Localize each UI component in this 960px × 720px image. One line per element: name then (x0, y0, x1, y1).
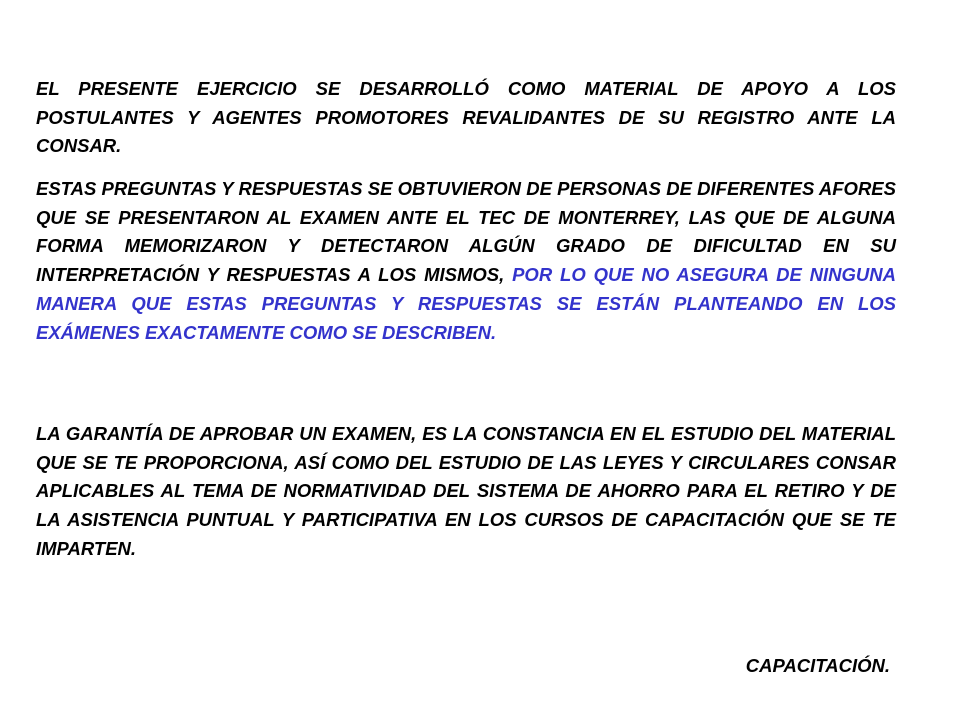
guarantee-paragraph: LA GARANTÍA DE APROBAR UN EXAMEN, ES LA CONSTANCIA EN EL ESTUDIO DEL MATERIAL QUE SE TE PROPORCIONA, ASÍ COMO DEL ESTUDIO DE LAS LEYES Y CIRCULARES CONSAR APLICABLES AL TEMA DE NORMATIVIDAD DEL SISTEMA DE AHORRO PARA EL RETIRO Y DE LA ASISTENCIA PUNTUAL Y PARTICIPATIVA EN LOS CURSOS DE CAPACITACIÓN QUE SE TE IMPARTEN. (36, 423, 896, 559)
disclaimer-paragraph (36, 175, 896, 347)
intro-paragraph: EL PRESENTE EJERCICIO SE DESARROLLÓ COMO MATERIAL DE APOYO A LOS POSTULANTES Y AGENTES PROMOTORES REVALIDANTES DE SU REGISTRO ANTE LA CONSAR. (36, 78, 896, 157)
disclaimer-highlight-text: POR LO QUE NO ASEGURA DE NINGUNA MANERA QUE ESTAS PREGUNTAS Y RESPUESTAS SE ESTÁN PLANTEANDO EN LOS EXÁMENES EXACTAMENTE COMO SE DESCRIBEN. (36, 264, 896, 343)
signature: CAPACITACIÓN. (745, 655, 890, 676)
disclaimer-text: ESTAS PREGUNTAS Y RESPUESTAS SE OBTUVIERON DE PERSONAS DE DIFERENTES AFORES QUE SE PRESENTARON AL EXAMEN ANTE EL TEC DE MONTERREY, LAS QUE DE ALGUNA FORMA MEMORIZARON Y DETECTARON ALGÚN GRADO DE DIFICULTAD EN SU INTERPRETACIÓN Y RESPUESTAS A LOS MISMOS, (36, 178, 896, 286)
